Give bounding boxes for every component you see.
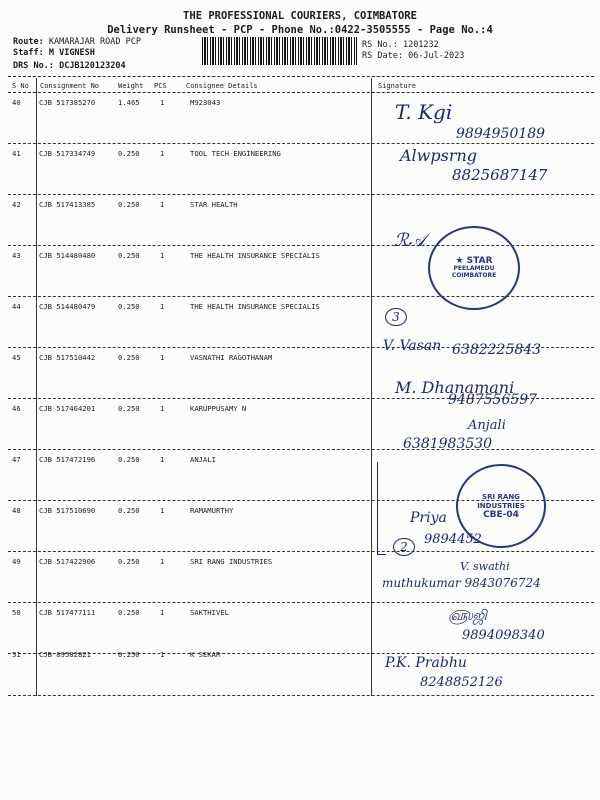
row-sno: 50 — [12, 608, 21, 617]
rs-no-label: RS No.: — [362, 40, 398, 50]
row-pcs: 1 — [160, 251, 165, 260]
drs-line — [13, 61, 126, 71]
col-consignee: Consignee Details — [186, 82, 258, 90]
route-value: KAMARAJAR ROAD PCP — [48, 37, 141, 47]
signature-50: V. swathi — [460, 560, 510, 573]
row-pcs: 1 — [160, 506, 165, 515]
row-weight: 0.250 — [118, 455, 140, 464]
row-pcs: 1 — [160, 557, 165, 566]
row-consignee: K SEKAR — [190, 650, 221, 659]
row-weight: 0.250 — [118, 353, 140, 362]
row-weight: 1.465 — [118, 98, 140, 107]
row-pcs: 1 — [160, 608, 165, 617]
row-weight: 0.250 — [118, 404, 140, 413]
drs-label: DRS No.: — [13, 61, 54, 71]
row-sno: 44 — [12, 302, 21, 311]
header-top-rule — [8, 76, 594, 77]
row-sno: 43 — [12, 251, 21, 260]
signature-41-phone: 8825687147 — [452, 166, 548, 184]
row-consignment: CJB 517472196 — [39, 455, 96, 464]
row-consignee: M923043 — [190, 98, 221, 107]
signature-46-phone: 9487556597 — [448, 392, 538, 408]
rs-date-value: 06-Jul-2023 — [408, 51, 465, 61]
row-consignment: CJB 517510442 — [39, 353, 96, 362]
rs-date-line — [362, 51, 464, 61]
col-sno: S No — [12, 82, 29, 90]
row-consignment: CJB 514480479 — [39, 302, 96, 311]
signature-50-line: muthukumar 9843076724 — [382, 576, 541, 590]
bracket-mark — [377, 462, 386, 555]
row-consignment: CJB 514480480 — [39, 251, 96, 260]
company-title: THE PROFESSIONAL COURIERS, COIMBATORE — [183, 10, 417, 22]
row-pcs: 1 — [160, 149, 165, 158]
col-weight: Weight — [118, 82, 144, 90]
col-pcs: PCS — [154, 82, 167, 90]
staff-label: Staff: — [13, 48, 44, 58]
row-sno: 41 — [12, 149, 21, 158]
row-sno: 51 — [12, 650, 21, 659]
signature-40-phone: 9894950189 — [456, 126, 546, 142]
row-consignment: CJB 517413385 — [39, 200, 96, 209]
row-consignee: KARUPPUSAMY N — [190, 404, 247, 413]
row-weight: 0.250 — [118, 506, 140, 515]
row-separator — [8, 695, 594, 696]
row-consignee: THE HEALTH INSURANCE SPECIALIS — [190, 251, 320, 260]
row-consignee: VASNATHI RAGOTHANAM — [190, 353, 273, 362]
row-consignment: CJB 517464201 — [39, 404, 96, 413]
signature-47: Anjali — [468, 418, 506, 433]
signature-49-mark: 2 — [393, 538, 415, 556]
signature-49: Priya — [410, 510, 447, 526]
signature-44-mark: 3 — [385, 308, 407, 326]
rs-no-value: 1201232 — [402, 40, 439, 50]
signature-41: Alwpsrng — [400, 146, 478, 165]
row-pcs: 1 — [160, 455, 165, 464]
signature-45: V. Vasan — [383, 338, 442, 354]
col-consignment: Consignment No — [40, 82, 100, 90]
row-consignment: CJB 517477111 — [39, 608, 96, 617]
row-consignee: THE HEALTH INSURANCE SPECIALIS — [190, 302, 320, 311]
row-pcs: 1 — [160, 650, 165, 659]
row-consignment: CJB 517422906 — [39, 557, 96, 566]
row-weight: 0.250 — [118, 251, 140, 260]
signature-49-phone: 9894452 — [424, 532, 482, 547]
row-consignment: CJB 517510690 — [39, 506, 96, 515]
signature-45-phone: 6382225843 — [452, 342, 542, 358]
signature-46: M. Dhanamani — [395, 378, 515, 397]
route-label: Route: — [13, 37, 44, 47]
row-consignment: CJB 517334749 — [39, 149, 96, 158]
signature-43-mark: ℛ𝒜 — [394, 230, 426, 251]
signature-52-phone: 8248852126 — [420, 675, 503, 690]
staff-line — [13, 48, 95, 58]
row-pcs: 1 — [160, 404, 165, 413]
row-pcs: 1 — [160, 98, 165, 107]
sri-rang-stamp: SRI RANG INDUSTRIES CBE-04 — [456, 464, 546, 548]
star-health-stamp: ★ STAR PEELAMEDU COIMBATORE — [428, 226, 520, 310]
row-sno: 47 — [12, 455, 21, 464]
row-sno: 48 — [12, 506, 21, 515]
row-consignee: SRI RANG INDUSTRIES — [190, 557, 273, 566]
row-consignee: ANJALI — [190, 455, 216, 464]
runsheet-subtitle: Delivery Runsheet - PCP - Phone No.:0422-3505555 - Page No.:4 — [107, 24, 493, 36]
signature-47-phone: 6381983530 — [403, 436, 493, 452]
row-weight: 0.250 — [118, 557, 140, 566]
row-sno: 40 — [12, 98, 21, 107]
row-sno: 45 — [12, 353, 21, 362]
row-consignee: TOOL TECH ENGINEERING — [190, 149, 281, 158]
row-weight: 0.250 — [118, 608, 140, 617]
col-signature: Signature — [378, 82, 416, 90]
row-weight: 0.250 — [118, 200, 140, 209]
row-weight: 0.250 — [118, 302, 140, 311]
row-consignee: RAMAMURTHY — [190, 506, 234, 515]
rs-date-label: RS Date: — [362, 51, 403, 61]
row-sno: 49 — [12, 557, 21, 566]
signature-51-phone: 9894098340 — [462, 628, 545, 643]
row-sno: 46 — [12, 404, 21, 413]
route-line — [13, 37, 141, 47]
row-sno: 42 — [12, 200, 21, 209]
row-weight: 0.250 — [118, 149, 140, 158]
signature-52: P.K. Prabhu — [385, 655, 467, 671]
row-consignment: CJB 89582821 — [39, 650, 91, 659]
row-consignment: CJB 517385270 — [39, 98, 96, 107]
staff-value: M VIGNESH — [48, 48, 95, 58]
row-pcs: 1 — [160, 200, 165, 209]
rs-no-line — [362, 40, 439, 50]
row-weight: 0.250 — [118, 650, 140, 659]
table-row — [0, 297, 600, 348]
drs-value: DCJB120123204 — [59, 61, 126, 71]
barcode — [202, 37, 357, 65]
row-consignee: SAKTHIVEL — [190, 608, 229, 617]
row-pcs: 1 — [160, 302, 165, 311]
table-row — [0, 195, 600, 246]
row-consignee: STAR HEALTH — [190, 200, 238, 209]
signature-51-mark: ௵ஜி — [448, 608, 487, 624]
signature-40: T. Kgi — [395, 100, 453, 124]
row-pcs: 1 — [160, 353, 165, 362]
table-row — [0, 645, 600, 696]
